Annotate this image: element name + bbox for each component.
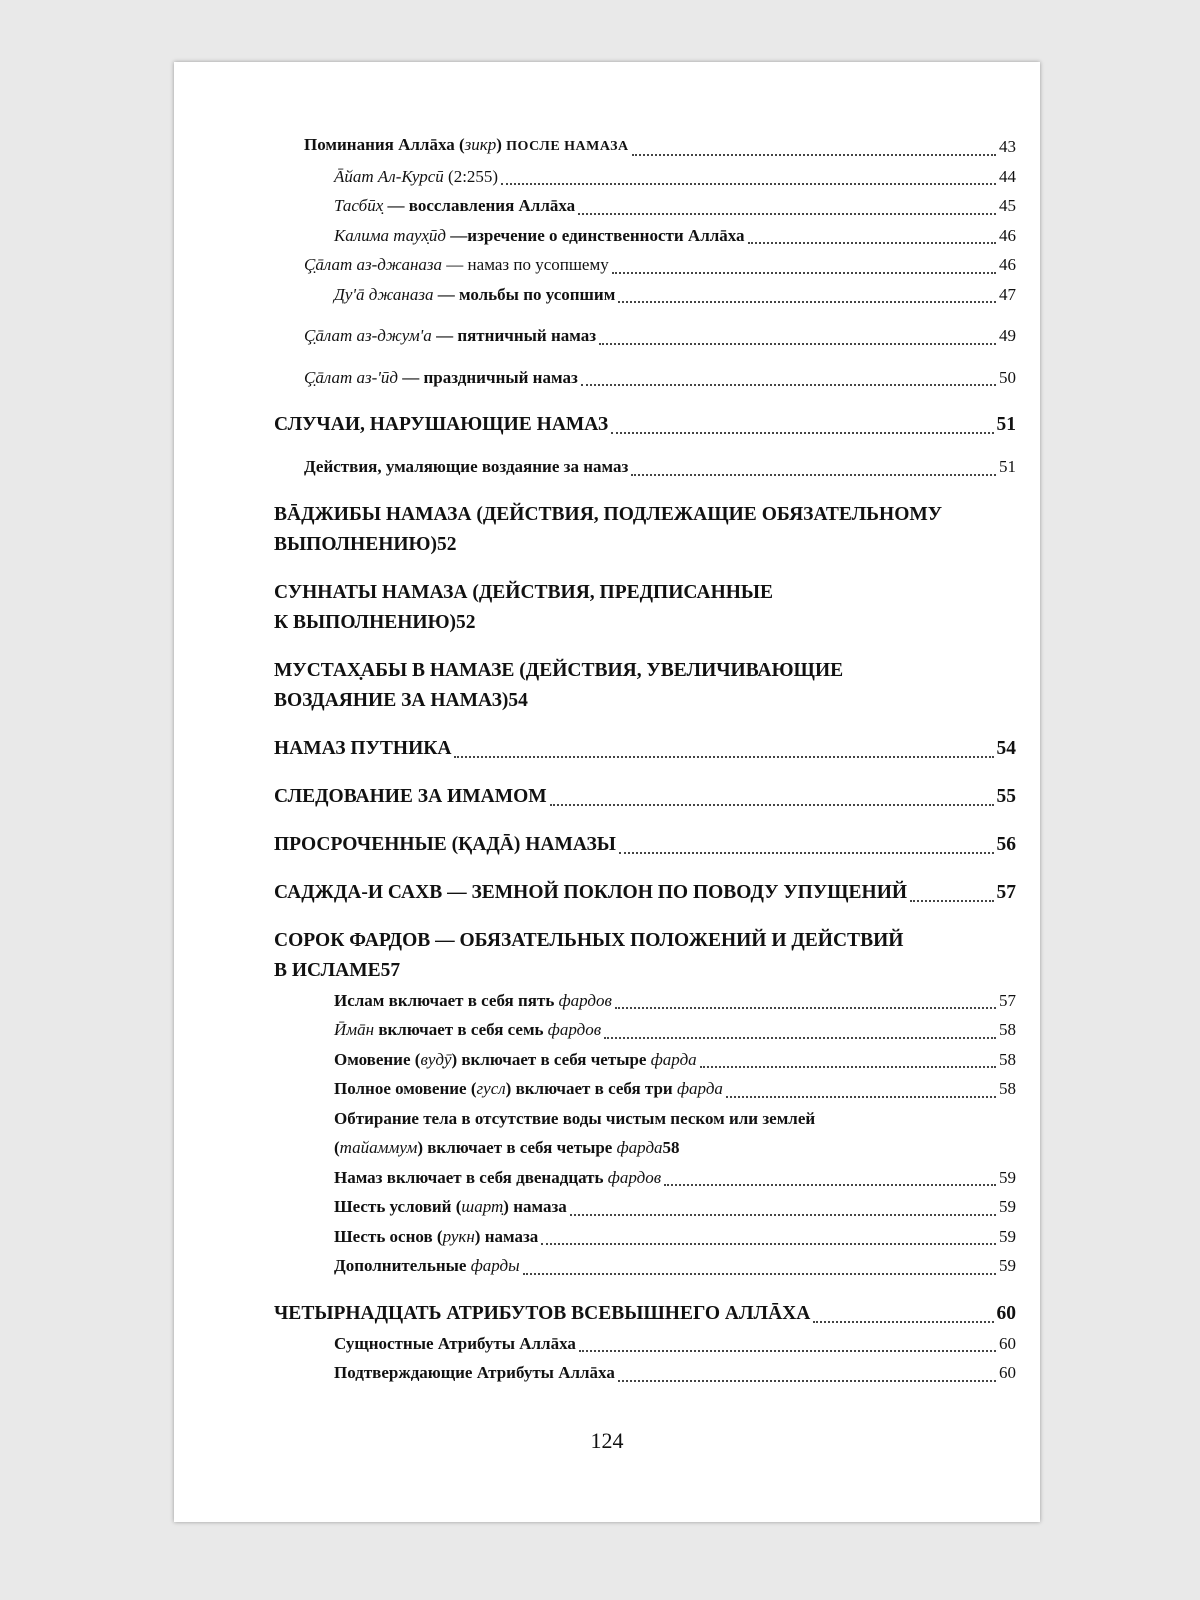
toc-page-number: 57: [999, 990, 1016, 1010]
toc-entry-title: Тасбūх̣ — восславления Аллāха: [334, 196, 576, 215]
dot-leader: [700, 1066, 996, 1068]
toc-entry-title: Ç̣āлат аз-'ūд — праздничный намаз: [304, 367, 578, 387]
toc-section-heading: [274, 500, 1016, 560]
toc-page-number: 54: [996, 737, 1016, 759]
toc-page-number: 56: [996, 833, 1016, 855]
toc-section-heading: [274, 878, 1016, 908]
toc-section-heading: [274, 1299, 1016, 1329]
page-number: 124: [590, 1428, 624, 1453]
dot-leader: [550, 804, 994, 806]
toc-page-number: 45: [999, 196, 1016, 215]
dot-leader: [541, 1243, 996, 1245]
dot-leader: [631, 474, 996, 476]
toc-page-number: 46: [999, 255, 1016, 274]
toc-entry-title: Подтверждающие Атрибуты Аллāха: [334, 1363, 615, 1382]
toc-entry: [304, 191, 1016, 221]
toc-entry-title: ПРОСРОЧЕННЫЕ (ҚАДĀ) НАМАЗЫ: [274, 833, 616, 855]
toc-entry-title-line2: К ВЫПОЛНЕНИЮ): [274, 611, 457, 633]
toc-entry: [304, 452, 1016, 482]
dot-leader: [618, 1380, 996, 1382]
toc-entry: [304, 1163, 1016, 1193]
dot-leader: [578, 213, 996, 215]
toc-entry: [304, 1329, 1016, 1359]
dot-leader: [910, 900, 993, 902]
toc-page-number: 58: [999, 1079, 1016, 1098]
toc-entry-title-line2: ВЫПОЛНЕНИЮ): [274, 533, 438, 555]
toc-entry-title-line1: МУСТАХ̣АБЫ В НАМАЗЕ (ДЕЙСТВИЯ, УВЕЛИЧИВАЮЩИЕ: [274, 659, 844, 681]
toc-entry-title: Шесть основ (рукн) намаза: [334, 1226, 539, 1246]
toc-page-number: 54: [508, 689, 528, 711]
toc-page-number: 50: [999, 367, 1016, 387]
dot-leader: [615, 1007, 996, 1009]
toc-entry: [304, 321, 1016, 351]
toc-entry: [304, 280, 1016, 310]
toc-entry: [304, 1045, 1016, 1075]
toc-entry-title: НАМАЗ ПУТНИКА: [274, 737, 452, 759]
toc-entry-title-line1: СУННАТЫ НАМАЗА (ДЕЙСТВИЯ, ПРЕДПИСАННЫЕ: [274, 581, 774, 603]
dot-leader: [619, 852, 994, 854]
dot-leader: [454, 756, 993, 758]
toc-page-number: 44: [999, 166, 1016, 186]
toc-page-number: 58: [999, 1049, 1016, 1069]
toc-entry: [304, 1358, 1016, 1388]
toc-entry-title: Омовение (вуд̣ӯ) включает в себя четыре фарда: [334, 1049, 697, 1069]
toc-entry: [304, 221, 1016, 251]
toc-entry-title-line1: ВĀДЖИБЫ НАМАЗА (ДЕЙСТВИЯ, ПОДЛЕЖАЩИЕ ОБЯЗАТЕЛЬНОМУ: [274, 503, 943, 525]
toc-page-number: 59: [999, 1226, 1016, 1246]
toc-entry-title: Калима таух̣ūд —изречение о единственности Аллāха: [334, 225, 745, 245]
toc-section-heading: [274, 578, 1016, 638]
toc-entry-title: ЧЕТЫРНАДЦАТЬ АТРИБУТОВ ВСЕВЫШНЕГО АЛЛĀХА: [274, 1302, 811, 1324]
toc-section-heading: [274, 656, 1016, 716]
book-page: [174, 62, 1040, 1522]
toc-entry-title-line2: (тайаммум) включает в себя четыре фарда: [334, 1138, 663, 1157]
toc-entry: [304, 1104, 1016, 1163]
toc-entry-title: Сущностные Атрибуты Аллāха: [334, 1333, 576, 1353]
dot-leader: [726, 1096, 996, 1098]
dot-leader: [748, 242, 996, 244]
toc-entry-title: Ӣмāн включает в себя семь фардов: [334, 1020, 602, 1039]
toc-entry: [304, 1015, 1016, 1045]
toc-entry-title-line2: В ИСЛАМЕ: [274, 959, 381, 981]
toc-page-number: 59: [999, 1167, 1016, 1187]
toc-entry-title: Намаз включает в себя двенадцать фардов: [334, 1167, 662, 1187]
dot-leader: [632, 154, 996, 156]
table-of-contents: [274, 132, 1016, 1388]
toc-page-number: 59: [999, 1197, 1016, 1216]
dot-leader: [579, 1350, 996, 1352]
dot-leader: [813, 1321, 993, 1323]
toc-page-number: 58: [999, 1020, 1016, 1039]
toc-section-heading: [274, 926, 1016, 986]
toc-entry-title: Полное омовение (гусл) включает в себя три фарда: [334, 1079, 723, 1098]
toc-entry-title: Ç̣āлат аз-джаназа — намаз по усопшему: [304, 255, 609, 274]
toc-entry-title: СЛУЧАИ, НАРУШАЮЩИЕ НАМАЗ: [274, 414, 609, 435]
toc-page-number: 57: [996, 881, 1016, 903]
toc-page-number: 59: [999, 1256, 1016, 1275]
toc-entry: [304, 162, 1016, 192]
dot-leader: [604, 1037, 996, 1039]
toc-page-number: 47: [999, 284, 1016, 304]
toc-page-number: 52: [456, 611, 476, 633]
dot-leader: [523, 1273, 996, 1275]
toc-entry-title: Поминания Аллāха (зикр) ПОСЛЕ НАМАЗА: [304, 135, 629, 154]
toc-page-number: 52: [437, 533, 457, 555]
toc-page-number: 55: [996, 785, 1016, 807]
toc-page-number: 51: [996, 414, 1016, 435]
toc-entry: [304, 986, 1016, 1016]
toc-entry: [304, 363, 1016, 393]
dot-leader: [612, 272, 996, 274]
toc-entry-title: Действия, умаляющие воздаяние за намаз: [304, 457, 629, 476]
toc-section-heading: [274, 782, 1016, 812]
toc-section-heading: [274, 734, 1016, 764]
toc-page-number: 43: [999, 137, 1016, 156]
toc-entry-title: Шесть условий (шарт̣) намаза: [334, 1197, 567, 1216]
toc-entry-title-line1: СОРОК ФАРДОВ — ОБЯЗАТЕЛЬНЫХ ПОЛОЖЕНИЙ И ДЕЙСТВИЙ: [274, 929, 904, 951]
toc-entry-title: Ислам включает в себя пять фардов: [334, 990, 612, 1010]
dot-leader: [618, 301, 996, 303]
toc-entry: [304, 1192, 1016, 1222]
toc-section-heading: [274, 830, 1016, 860]
toc-page-number: 51: [999, 457, 1016, 476]
dot-leader: [570, 1214, 996, 1216]
toc-entry: [304, 1251, 1016, 1281]
toc-page-number: 60: [996, 1302, 1016, 1324]
dot-leader: [599, 343, 996, 345]
dot-leader: [611, 432, 993, 434]
toc-page-number: 60: [999, 1333, 1016, 1353]
toc-entry-title: Ду'ā джаназа — мольбы по усопшим: [334, 284, 616, 304]
toc-entry: [304, 250, 1016, 280]
toc-entry-title-line1: Обтирание тела в отсутствие воды чистым песком или землей: [334, 1108, 816, 1128]
toc-page-number: 49: [999, 326, 1016, 345]
toc-page-number: 57: [380, 959, 401, 981]
toc-page-number: 58: [662, 1138, 680, 1157]
toc-entry-title: Дополнительные фарды: [334, 1256, 520, 1275]
toc-entry-title: САДЖДА-И САХВ — ЗЕМНОЙ ПОКЛОН ПО ПОВОДУ УПУЩЕНИЙ: [274, 881, 908, 903]
toc-entry-title-line2: ВОЗДАЯНИЕ ЗА НАМАЗ): [274, 689, 509, 711]
toc-page-number: 60: [999, 1363, 1016, 1382]
dot-leader: [664, 1184, 996, 1186]
toc-entry: [304, 1074, 1016, 1104]
toc-entry-title: СЛЕДОВАНИЕ ЗА ИМАМОМ: [274, 785, 547, 807]
toc-entry: [304, 1222, 1016, 1252]
toc-entry: [304, 132, 1016, 162]
dot-leader: [501, 183, 996, 185]
toc-entry-title: Āйат Ал-Курсū (2:255): [334, 166, 499, 186]
toc-page-number: 46: [999, 225, 1016, 245]
toc-entry-title: Ç̣āлат аз-джум'а — пятничный намаз: [304, 326, 597, 345]
toc-section-heading: [274, 410, 1016, 440]
dot-leader: [581, 384, 996, 386]
